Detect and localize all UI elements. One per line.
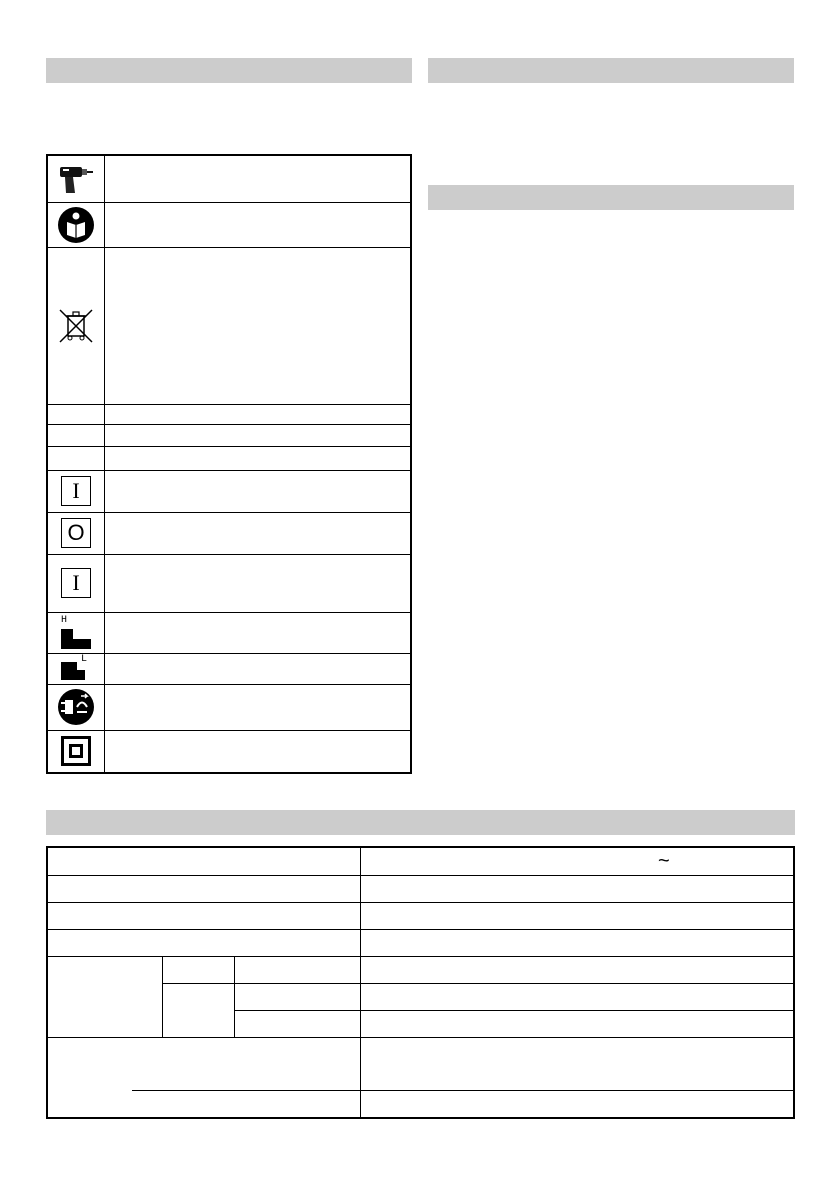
- symbol-row-blank-3: [48, 446, 410, 471]
- symbol-row-switch-on-2: [48, 554, 410, 613]
- switch-on-icon: [48, 554, 104, 612]
- symbol-text: [112, 202, 404, 247]
- spec-sub-divider: [234, 956, 235, 1037]
- spec-row-line: [48, 1037, 793, 1038]
- symbol-text: [112, 156, 404, 202]
- symbol-text: [112, 424, 404, 446]
- spec-row-line: [48, 956, 793, 957]
- spec-row-line: [132, 1090, 793, 1091]
- symbol-text: [112, 404, 404, 424]
- spec-row-line: [234, 1010, 793, 1011]
- symbol-text: [112, 684, 404, 730]
- symbol-row-unplug: [48, 684, 410, 731]
- symbols-table: [46, 154, 412, 774]
- drill-icon: [48, 156, 104, 202]
- read-manual-icon: [48, 202, 104, 247]
- symbol-text: [112, 512, 404, 554]
- class-ii-icon: [48, 730, 104, 772]
- symbol-row-disposal: [48, 247, 410, 405]
- symbol-text: [112, 554, 404, 612]
- crossed-bin-icon: [48, 247, 104, 404]
- spec-row-line: [162, 983, 793, 984]
- symbol-row-switch-off: [48, 512, 410, 555]
- low-speed-icon: [48, 653, 104, 684]
- symbol-text: [112, 653, 404, 684]
- symbol-row-low-speed: [48, 653, 410, 685]
- symbol-text: [112, 470, 404, 512]
- spec-row-line: [48, 902, 793, 903]
- unplug-icon: [48, 684, 104, 730]
- spec-row-line: [48, 929, 793, 930]
- switch-on-icon: [48, 470, 104, 512]
- symbol-row-switch-on: [48, 470, 410, 513]
- switch-on-glyph: I: [61, 568, 91, 598]
- symbol-row-read-manual: [48, 202, 410, 248]
- switch-off-icon: [48, 512, 104, 554]
- switch-off-glyph: O: [61, 518, 91, 548]
- symbol-text: [112, 247, 404, 404]
- spec-sub-divider: [162, 956, 163, 1037]
- symbol-text: [112, 446, 404, 470]
- symbol-row-blank-1: [48, 404, 410, 425]
- right-section-header-1: [428, 58, 794, 83]
- symbol-text: [112, 612, 404, 653]
- high-speed-icon: [48, 612, 104, 653]
- symbols-section-header: [46, 58, 412, 83]
- symbol-row-class-ii: [48, 730, 410, 772]
- symbol-row-drill: [48, 156, 410, 203]
- specifications-table: [46, 846, 795, 1119]
- low-speed-letter: L: [81, 653, 88, 665]
- symbol-row-high-speed: [48, 612, 410, 654]
- ac-voltage-symbol: ~: [658, 850, 670, 872]
- symbol-text: [112, 730, 404, 772]
- right-section-header-2: [428, 185, 794, 210]
- symbol-row-blank-2: [48, 424, 410, 447]
- specifications-section-header: [46, 810, 795, 835]
- spec-row-line: [48, 875, 793, 876]
- high-speed-letter: H: [61, 614, 68, 626]
- switch-on-glyph: I: [61, 476, 91, 506]
